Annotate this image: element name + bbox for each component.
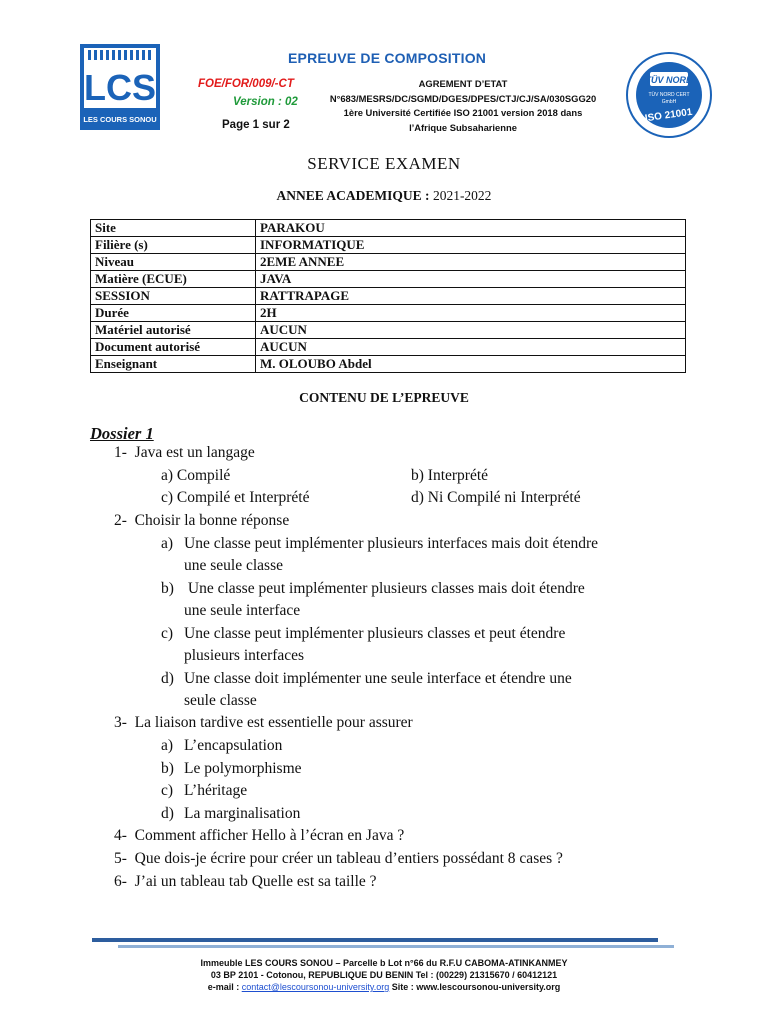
- question-number: 1-: [114, 444, 127, 461]
- service-title: SERVICE EXAMEN: [307, 154, 461, 173]
- question-3: [114, 712, 413, 735]
- site-url[interactable]: www.lescoursonou-university.org: [416, 982, 561, 992]
- option-3d: La marginalisation: [184, 805, 301, 822]
- table-row: [91, 220, 686, 237]
- lcs-logo-text: LCS: [84, 67, 156, 108]
- exam-info-table: [90, 219, 686, 373]
- question-2: [114, 510, 289, 533]
- info-value: AUCUN: [256, 339, 686, 356]
- footer-contact: 03 BP 2101 - Cotonou, REPUBLIQUE DU BENIN Tel : (00229) 21315670 / 60412121: [210, 970, 558, 980]
- option-3c: L’héritage: [184, 782, 248, 799]
- dossier-heading: Dossier 1: [90, 424, 154, 443]
- option-3b: Le polymorphisme: [184, 760, 302, 777]
- info-value: AUCUN: [256, 322, 686, 339]
- question-text: Que dois-je écrire pour créer un tableau d’entiers possédant 8 cases ?: [134, 850, 563, 867]
- option-letter: c): [161, 625, 174, 642]
- option-2d-line2: seule classe: [184, 692, 257, 709]
- agrement-line: 1ère Université Certifiée ISO 21001 version 2018 dans: [343, 107, 583, 118]
- question-number: 5-: [114, 850, 127, 867]
- question-text: Comment afficher Hello à l’écran en Java ?: [134, 827, 405, 844]
- agrement-line: N°683/MESRS/DC/SGMD/DGES/DPES/CTJ/CJ/SA/030SGG20: [329, 92, 597, 104]
- agrement-block: [304, 77, 622, 135]
- option-2c-line1: Une classe peut implémenter plusieurs classes et peut étendre: [184, 625, 566, 642]
- info-key: Niveau: [91, 254, 256, 271]
- site-label: Site :: [389, 982, 417, 992]
- page-number: Page 1 sur 2: [222, 119, 290, 131]
- option-2a-line1: Une classe peut implémenter plusieurs interfaces mais doit étendre: [184, 535, 599, 552]
- option-1d: d) Ni Compilé ni Interprété: [411, 489, 581, 506]
- question-text: J’ai un tableau tab Quelle est sa taille ?: [134, 873, 377, 890]
- option-letter: a): [161, 737, 174, 754]
- info-key: Durée: [91, 305, 256, 322]
- info-value: JAVA: [256, 271, 686, 288]
- lcs-logo-caption: LES COURS SONOU: [83, 115, 157, 124]
- table-row: [91, 339, 686, 356]
- option-letter: b): [161, 580, 174, 597]
- info-key: SESSION: [91, 288, 256, 305]
- table-row: [91, 271, 686, 288]
- doc-reference: FOE/FOR/009/-CT: [198, 78, 294, 90]
- table-row: [91, 254, 686, 271]
- footer-address: Immeuble LES COURS SONOU – Parcelle b Lot n°66 du R.F.U CABOMA-ATINKANMEY: [200, 958, 568, 968]
- footer-divider: [92, 938, 658, 942]
- info-key: Site: [91, 220, 256, 237]
- question-5: [114, 848, 563, 871]
- footer-divider: [118, 945, 674, 948]
- agrement-line: l’Afrique Subsaharienne: [409, 121, 517, 133]
- academic-year-label: ANNEE ACADEMIQUE :: [276, 188, 433, 203]
- table-row: [91, 322, 686, 339]
- option-1c: c) Compilé et Interprété: [161, 489, 310, 506]
- footer-web: [0, 982, 768, 992]
- agrement-line: AGREMENT D’ETAT: [418, 78, 508, 89]
- question-text: Choisir la bonne réponse: [134, 512, 290, 529]
- option-letter: b): [161, 760, 174, 777]
- doc-version: Version : 02: [233, 96, 298, 108]
- option-letter: d): [161, 670, 174, 687]
- option-1a: a) Compilé: [161, 467, 231, 484]
- academic-year: [0, 188, 768, 204]
- table-row: [91, 356, 686, 373]
- doc-header-title: EPREUVE DE COMPOSITION: [288, 50, 487, 66]
- info-key: Document autorisé: [91, 339, 256, 356]
- info-value: 2H: [256, 305, 686, 322]
- info-key: Enseignant: [91, 356, 256, 373]
- option-2d-line1: Une classe doit implémenter une seule interface et étendre une: [184, 670, 572, 687]
- tuv-logo-brand: TÜV NORD: [645, 75, 693, 85]
- info-key: Matériel autorisé: [91, 322, 256, 339]
- tuv-logo-cert: TÜV NORD CERT: [648, 92, 690, 98]
- info-value: RATTRAPAGE: [256, 288, 686, 305]
- option-letter: c): [161, 782, 174, 799]
- info-value: PARAKOU: [256, 220, 686, 237]
- option-2b-line1: Une classe peut implémenter plusieurs classes mais doit étendre: [184, 580, 585, 597]
- question-number: 4-: [114, 827, 127, 844]
- info-key: Filière (s): [91, 237, 256, 254]
- option-1b: b) Interprété: [411, 467, 489, 484]
- contenu-heading: CONTENU DE L’EPREUVE: [299, 390, 469, 405]
- question-6: [114, 871, 377, 894]
- question-1: [114, 442, 255, 465]
- question-number: 2-: [114, 512, 127, 529]
- info-value: INFORMATIQUE: [256, 237, 686, 254]
- tuv-nord-iso-logo: [626, 52, 712, 138]
- question-4: [114, 825, 404, 848]
- academic-year-value: 2021-2022: [432, 188, 492, 203]
- option-2b-line2: une seule interface: [184, 602, 301, 619]
- tuv-logo-iso: ISO 21001: [644, 106, 694, 125]
- option-2a-line2: une seule classe: [184, 557, 283, 574]
- info-key: Matière (ECUE): [91, 271, 256, 288]
- option-3a: L’encapsulation: [184, 737, 283, 754]
- table-row: [91, 305, 686, 322]
- tuv-logo-sub: GmbH: [661, 99, 677, 105]
- question-number: 3-: [114, 714, 127, 731]
- question-text: La liaison tardive est essentielle pour assurer: [134, 714, 413, 731]
- option-2c-line2: plusieurs interfaces: [184, 647, 305, 664]
- option-letter: d): [161, 805, 174, 822]
- info-value: 2EME ANNEE: [256, 254, 686, 271]
- question-number: 6-: [114, 873, 127, 890]
- lcs-logo: [80, 44, 160, 130]
- question-text: Java est un langage: [134, 444, 255, 461]
- email-label: e-mail :: [207, 982, 242, 992]
- table-row: [91, 237, 686, 254]
- info-value: M. OLOUBO Abdel: [256, 356, 686, 373]
- email-link[interactable]: contact@lescoursonou-university.org: [241, 982, 390, 992]
- option-letter: a): [161, 535, 174, 552]
- table-row: [91, 288, 686, 305]
